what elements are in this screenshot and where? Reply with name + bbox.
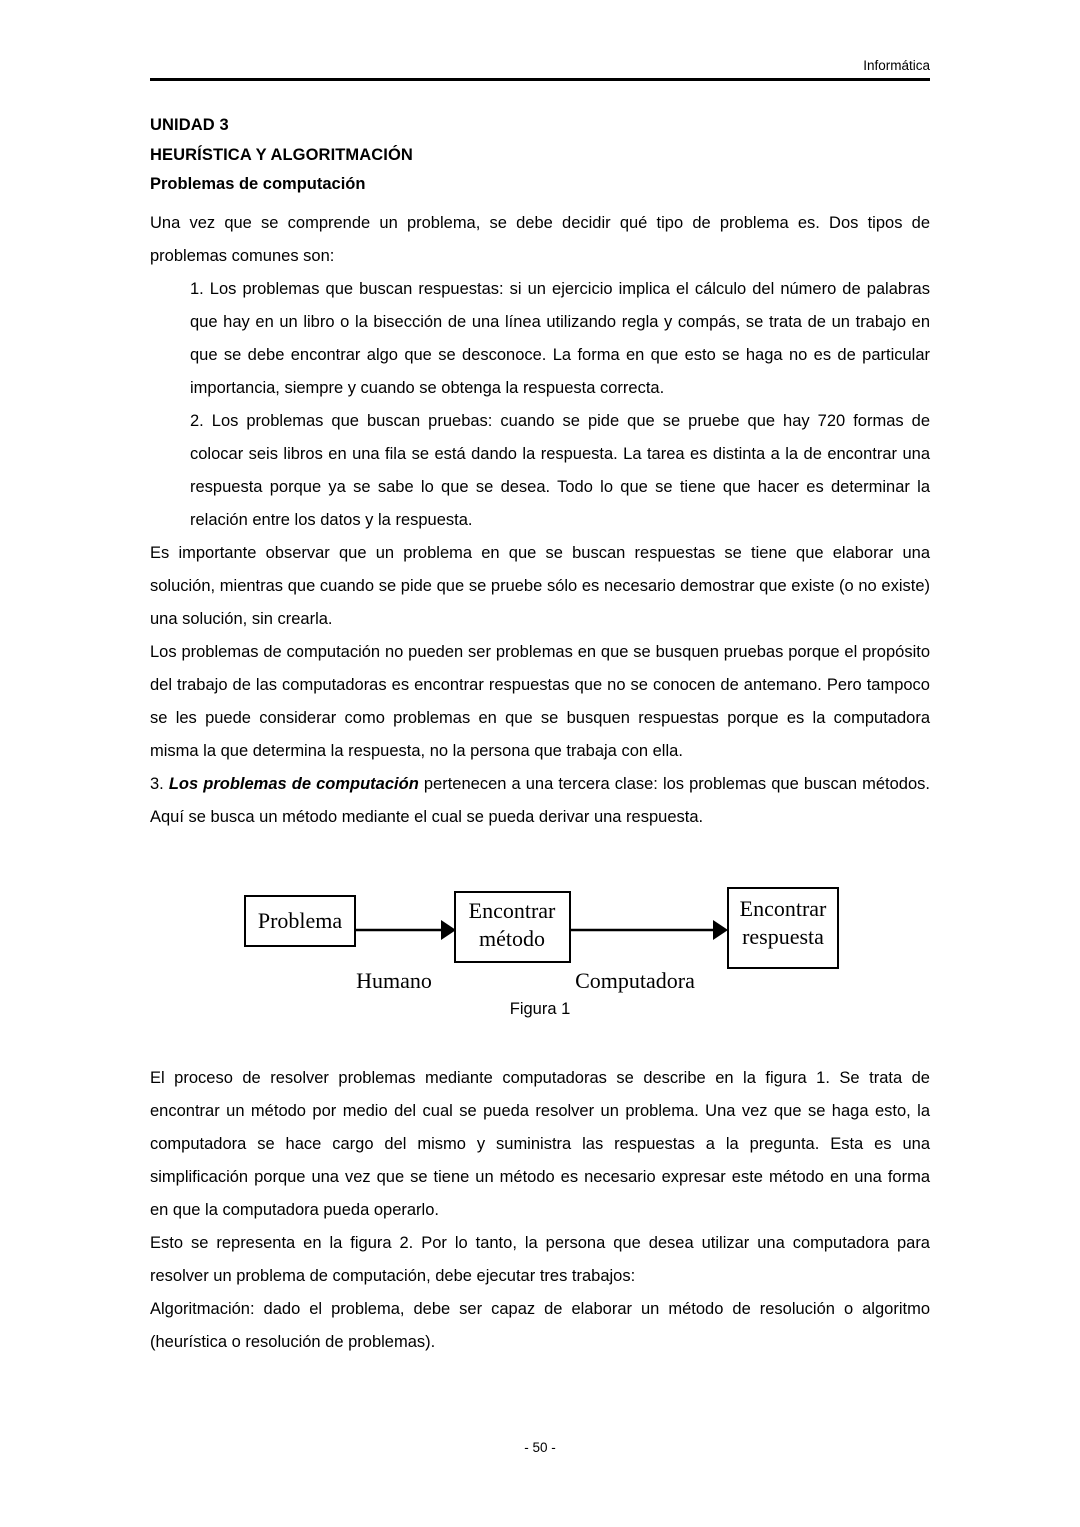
figure-caption: Figura 1 [509, 1000, 571, 1018]
paragraph-item-3 [150, 768, 930, 834]
document-body-upper [150, 117, 930, 834]
unit-heading: UNIDAD 3 [150, 116, 229, 134]
paragraph-algoritmacion: Algoritmación: dado el problema, debe ser capaz de elaborar un método de resolución o algoritmo (heurística o resolución de problemas). [150, 1300, 930, 1351]
page-header [150, 58, 930, 81]
item3-rest: pertenecen a una tercera clase: los problemas que buscan métodos. Aquí se busca un método mediante el cual se pueda derivar una respuesta. [150, 774, 930, 826]
diagram-arrow-2-head [713, 920, 728, 940]
diagram-box-encontrar-respuesta-label-line2: respuesta [742, 924, 824, 949]
paragraph-proceso: El proceso de resolver problemas mediante computadoras se describe en la figura 1. Se trata de encontrar un método por medio del cual se pueda resolver un problema. Una vez que se haga esto, la computadora se hace cargo del mismo y suministra las respuestas a la pregunta. Esta es una simplificación porque una vez que se tiene un método es necesario expresar este método en una forma en que la computadora pueda operarlo. [150, 1069, 930, 1219]
diagram-box-problema-label: Problema [257, 908, 343, 933]
problem-type-list [150, 273, 930, 537]
list-item: 1. Los problemas que buscan respuestas: si un ejercicio implica el cálculo del número de palabras que hay en un libro o la bisección de una línea utilizando regla y compás, se trata de un trabajo en que se debe encontrar algo que se desconoce. La forma en que esto se haga no es de particular importancia, siempre y cuando se obtenga la respuesta correcta. [190, 279, 930, 397]
diagram-label-computadora: Computadora [575, 968, 695, 993]
diagram-box-encontrar-respuesta-label-line1: Encontrar [739, 896, 827, 921]
paragraph-computacion: Los problemas de computación no pueden ser problemas en que se busquen pruebas porque el propósito del trabajo de las computadoras es encontrar respuestas que no se conocen de antemano. Pero tampoco se les puede considerar como problemas en que se busquen respuestas porque es la computadora misma la que determina la respuesta, no la persona que trabaja con ella. [150, 642, 930, 760]
intro-paragraph: Una vez que se comprende un problema, se debe decidir qué tipo de problema es. Dos tipos de problemas comunes son: [150, 213, 930, 265]
diagram-box-encontrar-metodo-label-line2: método [479, 926, 545, 951]
item3-prefix: 3. [150, 774, 169, 793]
paragraph-figura2: Esto se representa en la figura 2. Por lo tanto, la persona que desea utilizar una computadora para resolver un problema de computación, debe ejecutar tres trabajos: [150, 1234, 930, 1285]
diagram-arrow-1-head [441, 920, 456, 940]
section-heading: Problemas de computación [150, 175, 366, 193]
unit-title: HEURÍSTICA Y ALGORITMACIÓN [150, 145, 413, 164]
document-body-lower [150, 1062, 930, 1359]
paragraph-observar: Es importante observar que un problema en que se buscan respuestas se tiene que elaborar una solución, mientras que cuando se pide que se pruebe sólo es necesario demostrar que existe (o no existe) una solución, sin crearla. [150, 543, 930, 628]
list-item: 2. Los problemas que buscan pruebas: cuando se pide que se pruebe que hay 720 formas de colocar seis libros en una fila se está dando la respuesta. La tarea es distinta a la de encontrar una respuesta porque ya se sabe lo que se desea. Todo lo que se tiene que hacer es determinar la relación entre los datos y la respuesta. [190, 411, 930, 529]
header-divider [150, 78, 930, 81]
header-title: Informática [863, 58, 930, 73]
page-footer: - 50 - [524, 1440, 556, 1455]
diagram-label-humano: Humano [356, 968, 432, 993]
diagram-box-encontrar-metodo-label-line1: Encontrar [468, 898, 556, 923]
item3-emphasis: Los problemas de computación [168, 774, 419, 793]
